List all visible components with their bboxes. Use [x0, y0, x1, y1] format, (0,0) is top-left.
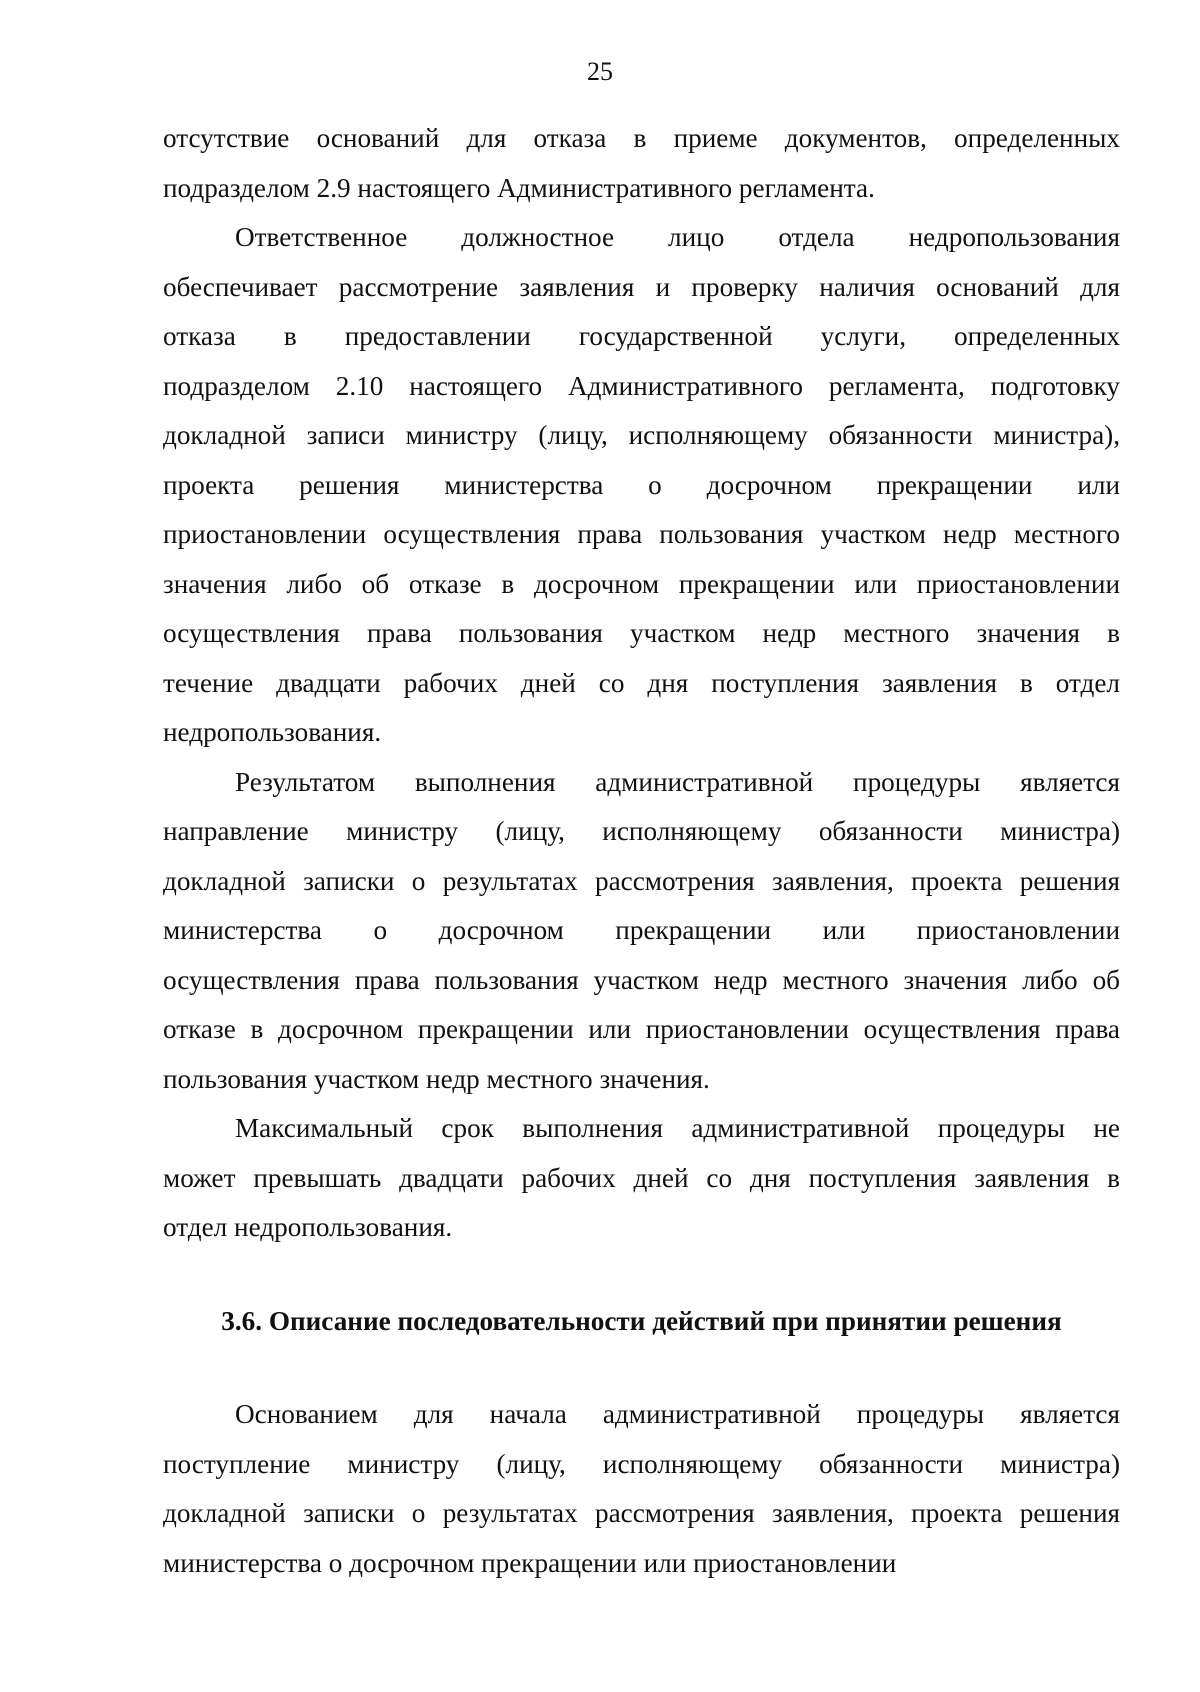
text-line: докладной записки о результатах рассмотрения заявления, проекта решения [163, 865, 1120, 896]
text-line: отдел недропользования. [163, 1212, 453, 1242]
text-line: пользования участком недр местного значения. [163, 1063, 710, 1094]
text-line: обеспечивает рассмотрение заявления и проверку наличия оснований для [163, 271, 1120, 302]
text-line: Результатом выполнения административной процедуры является [235, 766, 1120, 797]
text-line: поступление министру (лицу, исполняющему обязанности министра) [163, 1448, 1120, 1479]
text-line: недропользования. [163, 717, 382, 747]
text-line: приостановлении осуществления права пользования участком недр местного [163, 519, 1120, 549]
section-paragraph [163, 1390, 1120, 1588]
text-line: Основанием для начала административной процедуры является [235, 1399, 1120, 1429]
body-paragraph [163, 114, 1120, 213]
text-line: отсутствие оснований для отказа в приеме документов, определенных [163, 123, 1120, 153]
text-line: докладной записки о результатах рассмотрения заявления, проекта решения [163, 1498, 1120, 1528]
text-line: осуществления права пользования участком недр местного значения в [163, 618, 1120, 648]
text-line: Ответственное должностное лицо отдела недропользования [235, 222, 1120, 252]
body-paragraph [163, 1104, 1120, 1253]
body-paragraph [163, 758, 1120, 1105]
document-body [163, 114, 1120, 1588]
text-line: министерства о досрочном прекращении или приостановлении [163, 1547, 897, 1578]
text-line: министерства о досрочном прекращении или приостановлении [163, 915, 1120, 945]
text-line: значения либо об отказе в досрочном прекращении или приостановлении [163, 568, 1120, 599]
text-line: Максимальный срок выполнения административной процедуры не [235, 1113, 1120, 1143]
page-number: 25 [587, 57, 613, 86]
text-line: осуществления права пользования участком недр местного значения либо об [163, 964, 1120, 995]
text-line: может превышать двадцати рабочих дней со дня поступления заявления в [163, 1162, 1120, 1193]
text-line: направление министру (лицу, исполняющему обязанности министра) [163, 816, 1120, 846]
text-line: проекта решения министерства о досрочном прекращении или [163, 469, 1120, 500]
paragraphs-after-heading [163, 1390, 1120, 1588]
paragraphs-before-heading [163, 114, 1120, 1253]
text-line: подразделом 2.10 настоящего Административного регламента, подготовку [163, 370, 1120, 401]
text-line: подразделом 2.9 настоящего Административного регламента. [163, 172, 875, 203]
text-line: докладной записи министру (лицу, исполняющему обязанности министра), [163, 420, 1120, 450]
section-heading: 3.6. Описание последовательности действий при принятии решения [221, 1305, 1062, 1336]
body-paragraph [163, 213, 1120, 758]
text-line: течение двадцати рабочих дней со дня поступления заявления в отдел [163, 667, 1120, 698]
text-line: отказе в досрочном прекращении или приостановлении осуществления права [163, 1014, 1120, 1044]
text-line: отказа в предоставлении государственной услуги, определенных [163, 321, 1120, 351]
